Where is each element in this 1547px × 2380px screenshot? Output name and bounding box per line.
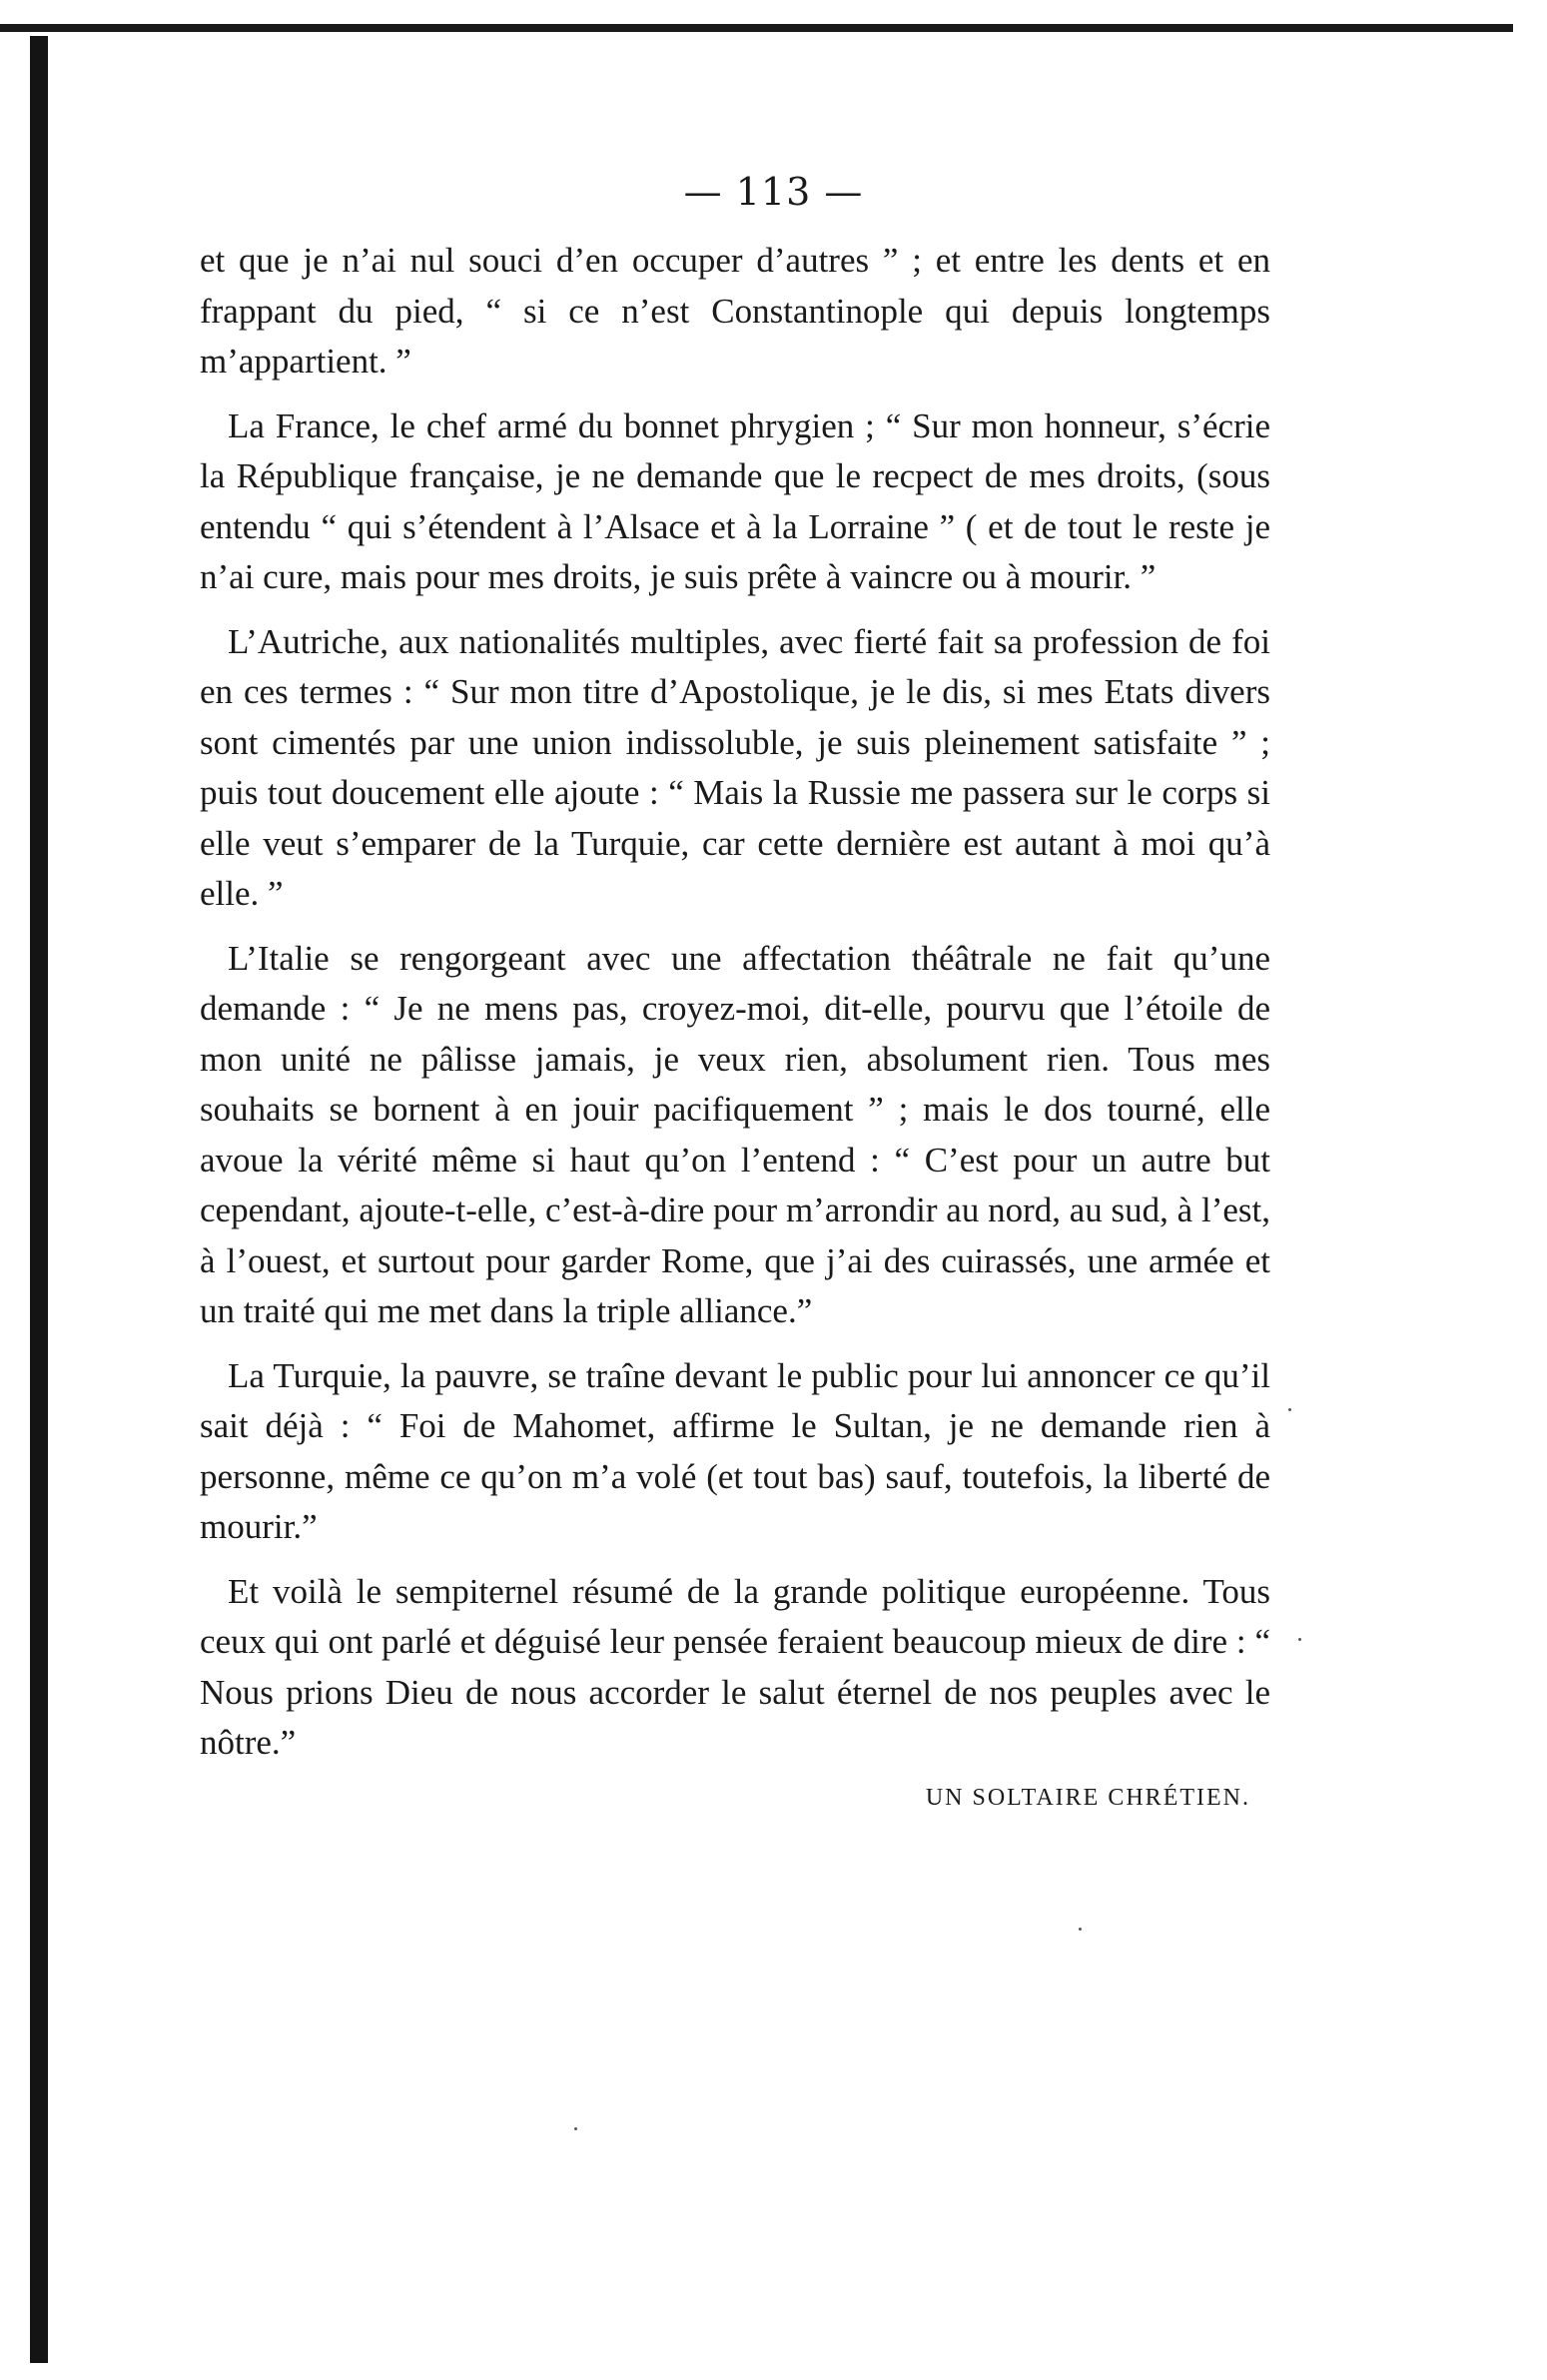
text-column bbox=[200, 236, 1270, 1823]
print-speck bbox=[1288, 1408, 1291, 1411]
paragraph-autriche: L’Autriche, aux nationalités multiples, avec fierté fait sa profession de foi en ces termes : “ Sur mon titre d’Apostolique, je le dis, si mes Etats divers sont cimentés par une union indissoluble, je suis pleinement satisfaite ” ; puis tout doucement elle ajoute : “ Mais la Russie me passera sur le corps si elle veut s’emparer de la Turquie, car cette dernière est autant à moi qu’à elle. ” bbox=[200, 621, 1270, 913]
page-top-border bbox=[0, 24, 1513, 32]
print-speck bbox=[1298, 1638, 1301, 1641]
print-speck bbox=[1079, 1928, 1082, 1931]
signature: UN SOLTAIRE CHRÉTIEN. bbox=[925, 1784, 1250, 1811]
page-number: — 113 — bbox=[683, 170, 864, 214]
paragraph-italie: L’Italie se rengorgeant avec une affectation théâtrale ne fait qu’une demande : “ Je ne mens pas, croyez-moi, dit-elle, pourvu que l’étoile de mon unité ne pâlisse jamais, je veux rien, absolument rien. Tous mes souhaits se bornent à en jouir pacifiquement ” ; mais le dos tourné, elle avoue la vérité même si haut qu’on l’entend : “ C’est pour un autre but cependant, ajoute-t-elle, c’est-à-dire pour m’arrondir au nord, au sud, à l’est, à l’ouest, et surtout pour garder Rome, que j’ai des cuirassés, une armée et un traité qui me met dans la triple alliance.” bbox=[200, 938, 1270, 1330]
print-speck bbox=[574, 2127, 577, 2130]
paragraph-turquie: La Turquie, la pauvre, se traîne devant le public pour lui annoncer ce qu’il sait déjà : “ Foi de Mahomet, affirme le Sultan, je ne demande rien à personne, même ce qu’on m’a volé (et tout bas) sauf, toutefois, la liberté de mourir.” bbox=[200, 1355, 1270, 1546]
paragraph-conclusion: Et voilà le sempiternel résumé de la grande politique européenne. Tous ceux qui ont parlé et déguisé leur pensée feraient beaucoup mieux de dire : “ Nous prions Dieu de nous accorder le salut éternel de nos peuples avec le nôtre.” bbox=[200, 1571, 1270, 1762]
paragraph-france: La France, le chef armé du bonnet phrygien ; “ Sur mon honneur, s’écrie la République française, je ne demande que le recpect de mes droits, (sous entendu “ qui s’étendent à l’Alsace et à la Lorraine ” ( et de tout le reste je n’ai cure, mais pour mes droits, je suis prête à vaincre ou à mourir. ” bbox=[200, 405, 1270, 596]
page-binding-edge bbox=[30, 36, 48, 2363]
paragraph-continuation: et que je n’ai nul souci d’en occuper d’autres ” ; et entre les dents et en frappant du pied, “ si ce n’est Constantinople qui depuis longtemps m’appartient. ” bbox=[200, 241, 1270, 381]
